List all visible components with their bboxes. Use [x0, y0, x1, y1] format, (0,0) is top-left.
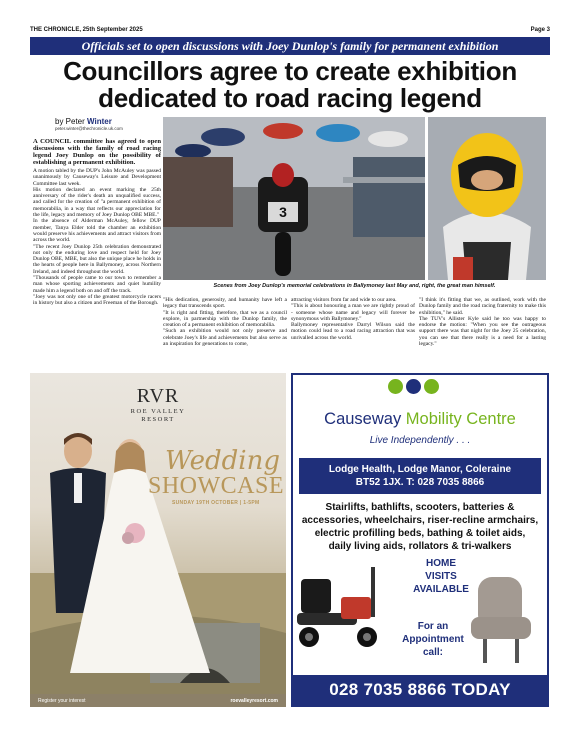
- masthead: [30, 27, 550, 37]
- joey-dunlop-photo: [428, 117, 546, 280]
- paragraph: attracting visitors from far and wide to our area.: [291, 297, 397, 303]
- article-headline: [30, 58, 550, 112]
- causeway-mobility-ad[interactable]: [291, 373, 549, 707]
- causeway-mobility-title: Causeway Mobility Centre: [324, 410, 516, 428]
- byline-email[interactable]: peter.winter@thechronicle.uk.com: [55, 126, 123, 131]
- byline-author: by Peter Winter: [55, 117, 112, 126]
- rvr-footer: [30, 694, 286, 707]
- paragraph: "Such an exhibition would not only preserve and celebrate Joey's life and achievements but also serve as an inspiration for generations to come,: [163, 328, 287, 348]
- byline: [55, 117, 175, 131]
- rvr-logo: [130, 385, 186, 424]
- address-line-1: Lodge Health, Lodge Manor, Coleraine: [328, 464, 512, 475]
- product-line: Stairlifts, bathlifts, scooters, batteries &: [325, 502, 515, 513]
- product-line: electric profilling beds, bathing & toilet aids,: [314, 528, 526, 539]
- paragraph: "Joey was not only one of the greatest motorcycle racers in history but also a citizen and Freeman of the Borough.: [33, 293, 161, 307]
- roe-valley-resort-ad[interactable]: [30, 373, 286, 707]
- product-line: accessories, wheelchairs, riser-recline armchairs,: [301, 515, 539, 526]
- walking-aid-icon: [406, 379, 421, 394]
- paragraph: In the absence of Alderman McAuley, fellow DUP member, Tanya Elder told the chamber an exhibition would preserve his achievements and attract visitors from across the world.: [33, 218, 161, 244]
- paper-dateline: THE CHRONICLE, 25th September 2025: [30, 27, 143, 33]
- headline-line-2: dedicated to road racing legend: [98, 83, 482, 113]
- race-number: 3: [279, 204, 287, 220]
- paragraph: "This is about honouring a man we are rightly proud of - someone whose name and legacy will forever be synonymous with Ballymoney.": [291, 303, 415, 322]
- accessibility-icon: [424, 379, 439, 394]
- paragraph: A motion tabled by the DUP's John McAuley was passed unanimously by Causeway's Leisure and Development Committee last week.: [33, 168, 161, 187]
- article-kicker: Officials set to open discussions with Joey Dunlop's family for permanent exhibition: [30, 37, 550, 55]
- article-column-3: [291, 297, 415, 341]
- wedding-script: Wedding: [165, 446, 280, 476]
- paragraph: "Thousands of people came to our town to remember a man whose sporting achievements and quiet humility made him a legend both on and off the track.: [33, 275, 161, 294]
- product-line: daily living aids, rollators & tri-walkers: [328, 541, 512, 552]
- page-number: Page 3: [530, 27, 550, 33]
- memorial-scene-illustration: [163, 117, 425, 280]
- paragraph: "The recent Joey Dunlop 25th celebration demonstrated not only the enduring love and respect held for Joey Dunlop OBE, MBE, but also the unique place he holds in the hearts of people here in Ballymoney, across Northern Ireland, and indeed throughout the world.: [33, 243, 161, 275]
- product-list: [293, 501, 547, 553]
- article-column-1: [33, 138, 161, 307]
- article-column-4: [419, 297, 546, 347]
- tagline: Live Independently . . .: [369, 435, 471, 446]
- headline-line-1: Councillors agree to create exhibition: [63, 56, 517, 86]
- rvr-logo-mark: RVR: [136, 385, 180, 407]
- rvr-logo-line-1: ROE VALLEY: [130, 408, 186, 415]
- address-bar: [299, 458, 541, 494]
- memorial-photo: [163, 117, 425, 280]
- paragraph: "His dedication, generosity, and humanity have left a legacy that transcends sport.: [163, 297, 287, 310]
- phone-number-banner[interactable]: 028 7035 8866 TODAY: [293, 675, 547, 705]
- paragraph: His motion declared an event marking the 25th anniversary of the rider's death an unqualified success, and called for the creation of "a permanent exhibition of memorabilia, in a way that reflects our appreciation for the life, legacy and memory of Joey Dunlop OBE MBE.": [33, 186, 161, 219]
- article-column-2: [163, 297, 287, 347]
- paragraph: Ballymoney representative Darryl Wilson said the motion could lead to a road racing attraction that was unrivalled across the world.: [291, 322, 415, 341]
- paragraph: "I think it's fitting that we, as outlined, work with the Dunlop family and the road racing fraternity to make this exhibition," he said.: [419, 297, 546, 316]
- article-lead: A COUNCIL committee has agreed to open discussions with the family of road racing legend Joey Dunlop on the possibility of establishing a permanent exhibition.: [33, 138, 161, 166]
- showcase-date: SUNDAY 19TH OCTOBER | 1-5PM: [172, 500, 260, 506]
- home-visits-badge: HOME VISITS AVAILABLE: [413, 558, 469, 595]
- register-interest-link[interactable]: Register your interest: [38, 698, 86, 704]
- appointment-callout: For an Appointment call:: [393, 615, 473, 667]
- wheelchair-icon: [388, 379, 403, 394]
- address-line-2: BT52 1JX. T: 028 7035 8866: [355, 477, 485, 488]
- paragraph: "It is right and fitting, therefore, that we as a council explore, in partnership with the Dunlop family, the creation of a permanent exhibition of memorabilia.: [163, 309, 287, 329]
- rider-portrait-illustration: [428, 117, 546, 280]
- paragraph: The TUV's Allister Kyle said he too was happy to endorse the motion: "When you see the outrageous support there was that night for the Joey 25 celebration, you can see that there really is a need for a lasting legacy.": [419, 315, 546, 348]
- rvr-website-link[interactable]: roevalleyresort.com: [230, 698, 278, 704]
- photo-caption: Scenes from Joey Dunlop's memorial celebrations in Ballymoney last May and, right, the great man himself.: [213, 283, 496, 289]
- showcase-heading: SHOWCASE: [148, 473, 285, 499]
- rvr-logo-line-2: RESORT: [141, 416, 175, 423]
